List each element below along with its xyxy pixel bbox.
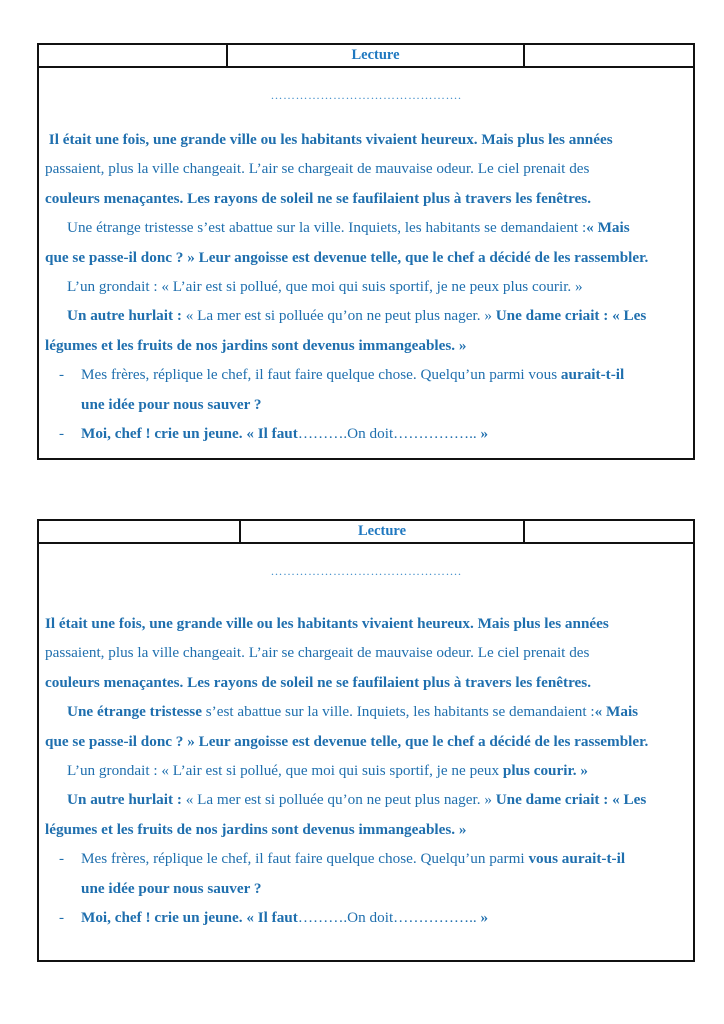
dialogue-line bbox=[45, 419, 693, 448]
text-line bbox=[45, 609, 693, 638]
dialogue-dash: - bbox=[59, 850, 65, 868]
dialogue-line bbox=[45, 844, 693, 873]
text-line bbox=[45, 331, 693, 360]
text-bold: que se passe-il donc ? » Leur angoisse est devenue telle, que le chef a décidé de les rassembler. bbox=[45, 732, 649, 750]
reading-card-2 bbox=[37, 519, 695, 962]
text-bold: aurait-t-il bbox=[557, 366, 625, 384]
text-regular: passaient, plus la ville changeait. L’air se chargeait de mauvaise odeur. Le ciel prenait des bbox=[45, 160, 590, 178]
text-bold: Une dame criait : « Les bbox=[491, 791, 647, 809]
story-text bbox=[39, 609, 693, 932]
text-line bbox=[45, 213, 693, 242]
story-text bbox=[39, 125, 693, 448]
text-line bbox=[45, 785, 693, 814]
header-right-cell bbox=[523, 45, 693, 66]
header-title: Lecture bbox=[357, 523, 407, 539]
text-bold: Une étrange tristesse bbox=[67, 703, 202, 721]
text-bold: « Mais bbox=[586, 219, 630, 237]
text-line bbox=[45, 668, 693, 697]
fill-in-blank: ……….On doit…………….. bbox=[297, 909, 477, 927]
card-header bbox=[39, 45, 693, 68]
text-bold: Un autre hurlait : bbox=[67, 307, 182, 325]
text-regular: passaient, plus la ville changeait. L’air se chargeait de mauvaise odeur. Le ciel prenait des bbox=[45, 644, 590, 662]
header-left-cell bbox=[39, 45, 228, 66]
text-bold: légumes et les fruits de nos jardins sont devenus immangeables. » bbox=[45, 336, 467, 354]
dialogue-line bbox=[45, 360, 693, 389]
text-bold: couleurs menaçantes. Les rayons de soleil ne se faufilaient plus à travers les fenêtres. bbox=[45, 189, 591, 207]
text-bold: une idée pour nous sauver ? bbox=[81, 879, 262, 897]
text-regular: Mes frères, réplique le chef, il faut faire quelque chose. Quelqu’un parmi bbox=[81, 850, 525, 868]
title-placeholder: ………………………………………. bbox=[270, 88, 462, 102]
dialogue-dash: - bbox=[59, 425, 65, 443]
text-bold: vous aurait-t-il bbox=[524, 850, 626, 868]
text-bold: » bbox=[476, 425, 489, 443]
text-bold: Il était une fois, une grande ville ou les habitants vivaient heureux. Mais plus les années bbox=[48, 131, 613, 148]
text-regular: Mes frères, réplique le chef, il faut faire quelque chose. Quelqu’un parmi vous bbox=[81, 366, 558, 384]
dialogue-line bbox=[45, 903, 693, 932]
text-bold: Moi, chef ! crie un jeune. « Il faut bbox=[81, 425, 298, 443]
title-placeholder: ………………………………………. bbox=[270, 564, 462, 578]
text-bold: » bbox=[476, 909, 489, 927]
text-line bbox=[45, 125, 693, 154]
reading-card-1 bbox=[37, 43, 695, 460]
text-regular: Une étrange tristesse s’est abattue sur la ville. Inquiets, les habitants se demandaient : bbox=[67, 219, 587, 237]
text-regular: L’un grondait : « L’air est si pollué, que moi qui suis sportif, je ne peux plus courir. » bbox=[67, 278, 583, 296]
header-left-cell bbox=[39, 521, 241, 542]
text-bold: une idée pour nous sauver ? bbox=[81, 395, 262, 413]
text-regular: « La mer est si polluée qu’on ne peut plus nager. » bbox=[181, 307, 492, 325]
text-line bbox=[45, 638, 693, 667]
text-bold: Moi, chef ! crie un jeune. « Il faut bbox=[81, 909, 298, 927]
header-title: Lecture bbox=[351, 47, 400, 63]
text-line bbox=[45, 756, 693, 785]
header-right-cell bbox=[523, 521, 693, 542]
text-bold: Une dame criait : « Les bbox=[491, 307, 647, 325]
text-line bbox=[45, 390, 693, 419]
text-bold: que se passe-il donc ? » Leur angoisse est devenue telle, que le chef a décidé de les rassembler. bbox=[45, 248, 649, 266]
text-line bbox=[45, 727, 693, 756]
text-line bbox=[45, 243, 693, 272]
text-line bbox=[45, 154, 693, 183]
text-line bbox=[45, 272, 693, 301]
text-bold: légumes et les fruits de nos jardins sont devenus immangeables. » bbox=[45, 820, 467, 838]
dialogue-dash: - bbox=[59, 909, 65, 927]
text-regular: « La mer est si polluée qu’on ne peut plus nager. » bbox=[181, 791, 492, 809]
text-bold: Il était une fois, une grande ville ou les habitants vivaient heureux. Mais plus les années bbox=[45, 615, 609, 632]
text-regular: s’est abattue sur la ville. Inquiets, les habitants se demandaient : bbox=[201, 703, 595, 721]
text-line bbox=[45, 301, 693, 330]
text-line bbox=[45, 815, 693, 844]
card-header bbox=[39, 521, 693, 544]
text-line bbox=[45, 874, 693, 903]
fill-in-blank: ……….On doit…………….. bbox=[297, 425, 477, 443]
text-regular: L’un grondait : « L’air est si pollué, que moi qui suis sportif, je ne peux bbox=[67, 762, 500, 780]
text-bold: plus courir. » bbox=[499, 762, 588, 780]
text-line bbox=[45, 697, 693, 726]
text-bold: couleurs menaçantes. Les rayons de soleil ne se faufilaient plus à travers les fenêtres. bbox=[45, 673, 591, 691]
dialogue-dash: - bbox=[59, 366, 65, 384]
text-line bbox=[45, 184, 693, 213]
text-bold: « Mais bbox=[594, 703, 639, 721]
text-bold: Un autre hurlait : bbox=[67, 791, 182, 809]
